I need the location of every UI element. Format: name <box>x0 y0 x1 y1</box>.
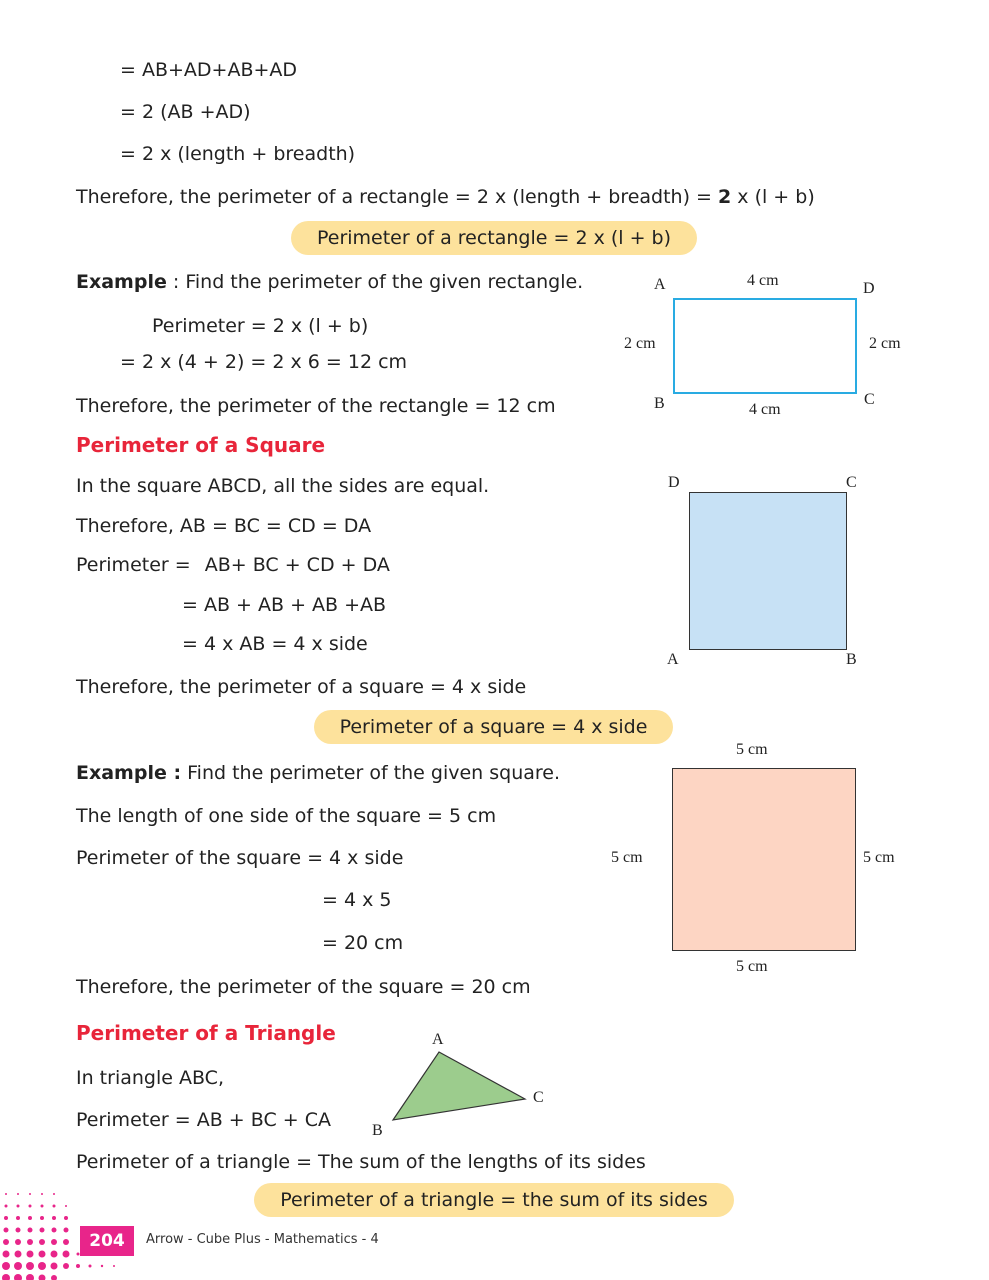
square-5cm-figure <box>672 768 856 951</box>
square-text-4: = AB + AB + AB +AB <box>182 594 387 616</box>
rect-bottom-length: 4 cm <box>749 401 781 418</box>
book-title: Arrow - Cube Plus - Mathematics - 4 <box>146 1232 379 1247</box>
heading-perimeter-of-triangle: Perimeter of a Triangle <box>76 1021 336 1045</box>
triangle-text-3: Perimeter of a triangle = The sum of the lengths of its sides <box>76 1151 646 1173</box>
page-number: 204 <box>80 1226 134 1256</box>
square-text-3: Perimeter = AB+ BC + CD + DA <box>76 554 390 576</box>
example-2-line-2: Perimeter of the square = 4 x side <box>76 847 404 869</box>
rect-formula-statement: Therefore, the perimeter of a rectangle = 2 x (length + breadth) = 2 x (l + b) <box>76 186 815 208</box>
square-text-2: Therefore, AB = BC = CD = DA <box>76 515 372 537</box>
example-1-line-1: Perimeter = 2 x (l + b) <box>152 315 369 337</box>
rect-vertex-a: A <box>654 276 666 293</box>
eq-line-2: = 2 (AB +AD) <box>120 101 251 123</box>
square2-left-length: 5 cm <box>611 849 643 866</box>
example-2-prompt: Example : Find the perimeter of the given square. <box>76 762 561 784</box>
example-2-conclusion: Therefore, the perimeter of the square = 20 cm <box>76 976 531 998</box>
example-1-conclusion: Therefore, the perimeter of the rectangle = 12 cm <box>76 395 556 417</box>
square-text-1: In the square ABCD, all the sides are equal. <box>76 475 490 497</box>
square-text-5: = 4 x AB = 4 x side <box>182 633 368 655</box>
rect-left-length: 2 cm <box>624 335 656 352</box>
square2-top-length: 5 cm <box>736 741 768 758</box>
rect-top-length: 4 cm <box>747 272 779 289</box>
rect-vertex-d: D <box>863 280 875 297</box>
example-2-line-4: = 20 cm <box>322 932 404 954</box>
eq-line-3: = 2 x (length + breadth) <box>120 143 356 165</box>
square-vertex-d: D <box>668 474 680 491</box>
square2-right-length: 5 cm <box>863 849 895 866</box>
example-1-line-2: = 2 x (4 + 2) = 2 x 6 = 12 cm <box>120 351 408 373</box>
rect-vertex-c: C <box>864 391 875 408</box>
rect-vertex-b: B <box>654 395 665 412</box>
square-text-6: Therefore, the perimeter of a square = 4 x side <box>76 676 527 698</box>
triangle-formula-pill: Perimeter of a triangle = the sum of its sides <box>254 1183 734 1217</box>
heading-perimeter-of-square: Perimeter of a Square <box>76 433 326 457</box>
rectangle-figure <box>673 298 857 394</box>
square-abcd-figure <box>689 492 847 650</box>
eq-line-1: = AB+AD+AB+AD <box>120 59 298 81</box>
square-formula-pill: Perimeter of a square = 4 x side <box>314 710 673 744</box>
square2-bottom-length: 5 cm <box>736 958 768 975</box>
triangle-text-1: In triangle ABC, <box>76 1067 224 1089</box>
triangle-vertex-c: C <box>533 1089 544 1106</box>
square-vertex-c: C <box>846 474 857 491</box>
triangle-vertex-b: B <box>372 1122 383 1139</box>
example-1-prompt: Example : Find the perimeter of the given rectangle. <box>76 271 584 293</box>
rect-right-length: 2 cm <box>869 335 901 352</box>
triangle-text-2: Perimeter = AB + BC + CA <box>76 1109 331 1131</box>
square-vertex-b: B <box>846 651 857 668</box>
triangle-abc-figure <box>380 1040 540 1130</box>
triangle-shape <box>393 1052 525 1120</box>
triangle-vertex-a: A <box>432 1031 444 1048</box>
square-vertex-a: A <box>667 651 679 668</box>
example-2-line-3: = 4 x 5 <box>322 889 392 911</box>
example-2-line-1: The length of one side of the square = 5 cm <box>76 805 497 827</box>
rect-formula-pill: Perimeter of a rectangle = 2 x (l + b) <box>291 221 697 255</box>
